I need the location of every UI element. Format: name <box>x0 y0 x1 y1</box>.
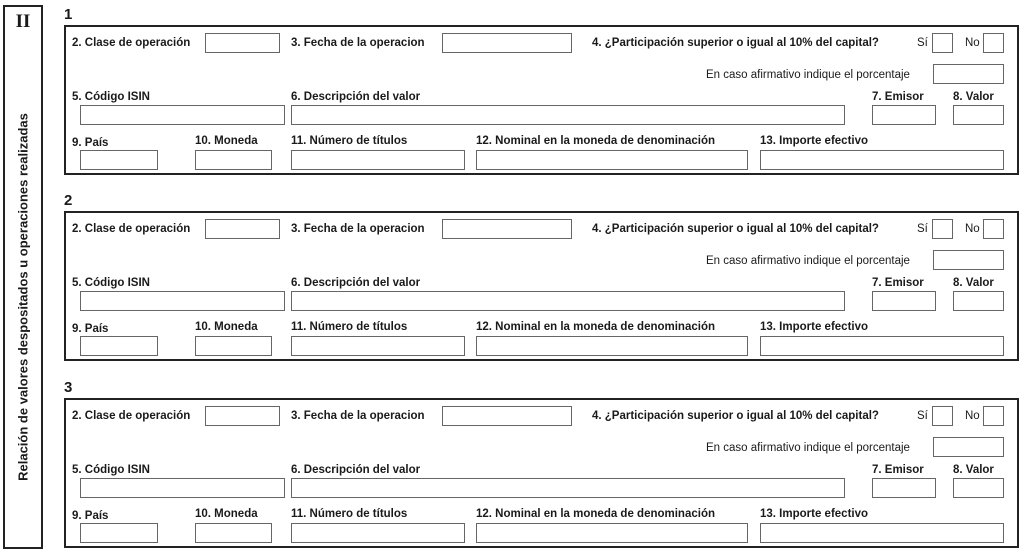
label-fecha-operacion: 3. Fecha de la operacion <box>291 223 425 235</box>
label-descripcion-valor: 6. Descripción del valor <box>291 277 421 289</box>
numero-titulos-field[interactable] <box>291 150 465 170</box>
label-valor: 8. Valor <box>953 277 994 289</box>
label-nominal: 12. Nominal en la moneda de denominación <box>476 135 715 147</box>
label-importe-efectivo: 13. Importe efectivo <box>760 321 869 333</box>
si-checkbox[interactable] <box>932 33 953 53</box>
label-no: No <box>965 410 980 422</box>
label-descripcion-valor: 6. Descripción del valor <box>291 464 421 476</box>
importe-efectivo-field[interactable] <box>760 336 1004 356</box>
moneda-field[interactable] <box>195 150 272 170</box>
label-pais: 9. País <box>72 510 109 522</box>
label-pais: 9. País <box>72 137 109 149</box>
label-moneda: 10. Moneda <box>195 135 258 147</box>
numero-titulos-field[interactable] <box>291 523 465 543</box>
porcentaje-field[interactable] <box>933 250 1004 270</box>
nominal-field[interactable] <box>476 523 748 543</box>
label-porcentaje: En caso afirmativo indique el porcentaje <box>706 442 910 454</box>
entry-number: 3 <box>64 379 73 396</box>
label-emisor: 7. Emisor <box>872 91 924 103</box>
fecha-operacion-field[interactable] <box>442 33 572 53</box>
no-checkbox[interactable] <box>983 406 1004 426</box>
label-valor: 8. Valor <box>953 91 994 103</box>
label-participacion: 4. ¿Participación superior o igual al 10% del capital? <box>592 223 879 235</box>
no-checkbox[interactable] <box>983 219 1004 239</box>
label-participacion: 4. ¿Participación superior o igual al 10% del capital? <box>592 37 879 49</box>
codigo-isin-field[interactable] <box>80 105 285 125</box>
label-fecha-operacion: 3. Fecha de la operacion <box>291 37 425 49</box>
porcentaje-field[interactable] <box>933 64 1004 84</box>
pais-field[interactable] <box>80 150 158 170</box>
label-nominal: 12. Nominal en la moneda de denominación <box>476 508 715 520</box>
entry-number: 1 <box>64 6 73 23</box>
codigo-isin-field[interactable] <box>80 478 285 498</box>
porcentaje-field[interactable] <box>933 437 1004 457</box>
label-importe-efectivo: 13. Importe efectivo <box>760 508 869 520</box>
label-porcentaje: En caso afirmativo indique el porcentaje <box>706 255 910 267</box>
label-valor: 8. Valor <box>953 464 994 476</box>
label-si: Sí <box>917 37 928 49</box>
nominal-field[interactable] <box>476 336 748 356</box>
label-si: Sí <box>917 410 928 422</box>
pais-field[interactable] <box>80 336 158 356</box>
label-codigo-isin: 5. Código ISIN <box>72 91 150 103</box>
label-si: Sí <box>917 223 928 235</box>
pais-field[interactable] <box>80 523 158 543</box>
label-pais: 9. País <box>72 323 109 335</box>
si-checkbox[interactable] <box>932 406 953 426</box>
label-porcentaje: En caso afirmativo indique el porcentaje <box>706 69 910 81</box>
descripcion-valor-field[interactable] <box>291 105 845 125</box>
moneda-field[interactable] <box>195 523 272 543</box>
label-participacion: 4. ¿Participación superior o igual al 10% del capital? <box>592 410 879 422</box>
label-importe-efectivo: 13. Importe efectivo <box>760 135 869 147</box>
emisor-field[interactable] <box>872 291 936 311</box>
clase-operacion-field[interactable] <box>205 406 280 426</box>
label-codigo-isin: 5. Código ISIN <box>72 464 150 476</box>
clase-operacion-field[interactable] <box>205 33 280 53</box>
no-checkbox[interactable] <box>983 33 1004 53</box>
label-emisor: 7. Emisor <box>872 277 924 289</box>
label-codigo-isin: 5. Código ISIN <box>72 277 150 289</box>
label-moneda: 10. Moneda <box>195 508 258 520</box>
label-fecha-operacion: 3. Fecha de la operacion <box>291 410 425 422</box>
emisor-field[interactable] <box>872 478 936 498</box>
numero-titulos-field[interactable] <box>291 336 465 356</box>
section-ii-sidebar <box>3 5 43 549</box>
label-clase-operacion: 2. Clase de operación <box>72 410 191 422</box>
label-moneda: 10. Moneda <box>195 321 258 333</box>
label-nominal: 12. Nominal en la moneda de denominación <box>476 321 715 333</box>
label-descripcion-valor: 6. Descripción del valor <box>291 91 421 103</box>
clase-operacion-field[interactable] <box>205 219 280 239</box>
entry-frame <box>64 25 1019 175</box>
codigo-isin-field[interactable] <box>80 291 285 311</box>
importe-efectivo-field[interactable] <box>760 150 1004 170</box>
label-no: No <box>965 223 980 235</box>
descripcion-valor-field[interactable] <box>291 291 845 311</box>
label-clase-operacion: 2. Clase de operación <box>72 37 191 49</box>
valor-field[interactable] <box>953 291 1004 311</box>
valor-field[interactable] <box>953 478 1004 498</box>
entry-frame <box>64 398 1019 548</box>
label-numero-titulos: 11. Número de títulos <box>291 321 408 333</box>
entry-frame <box>64 211 1019 361</box>
label-numero-titulos: 11. Número de títulos <box>291 508 408 520</box>
importe-efectivo-field[interactable] <box>760 523 1004 543</box>
label-no: No <box>965 37 980 49</box>
fecha-operacion-field[interactable] <box>442 219 572 239</box>
label-emisor: 7. Emisor <box>872 464 924 476</box>
section-number: II <box>15 11 31 32</box>
nominal-field[interactable] <box>476 150 748 170</box>
si-checkbox[interactable] <box>932 219 953 239</box>
label-numero-titulos: 11. Número de títulos <box>291 135 408 147</box>
entry-number: 2 <box>64 192 73 209</box>
descripcion-valor-field[interactable] <box>291 478 845 498</box>
label-clase-operacion: 2. Clase de operación <box>72 223 191 235</box>
emisor-field[interactable] <box>872 105 936 125</box>
fecha-operacion-field[interactable] <box>442 406 572 426</box>
section-title-vertical: Relación de valores despositados u operaciones realizadas <box>15 113 31 481</box>
valor-field[interactable] <box>953 105 1004 125</box>
moneda-field[interactable] <box>195 336 272 356</box>
